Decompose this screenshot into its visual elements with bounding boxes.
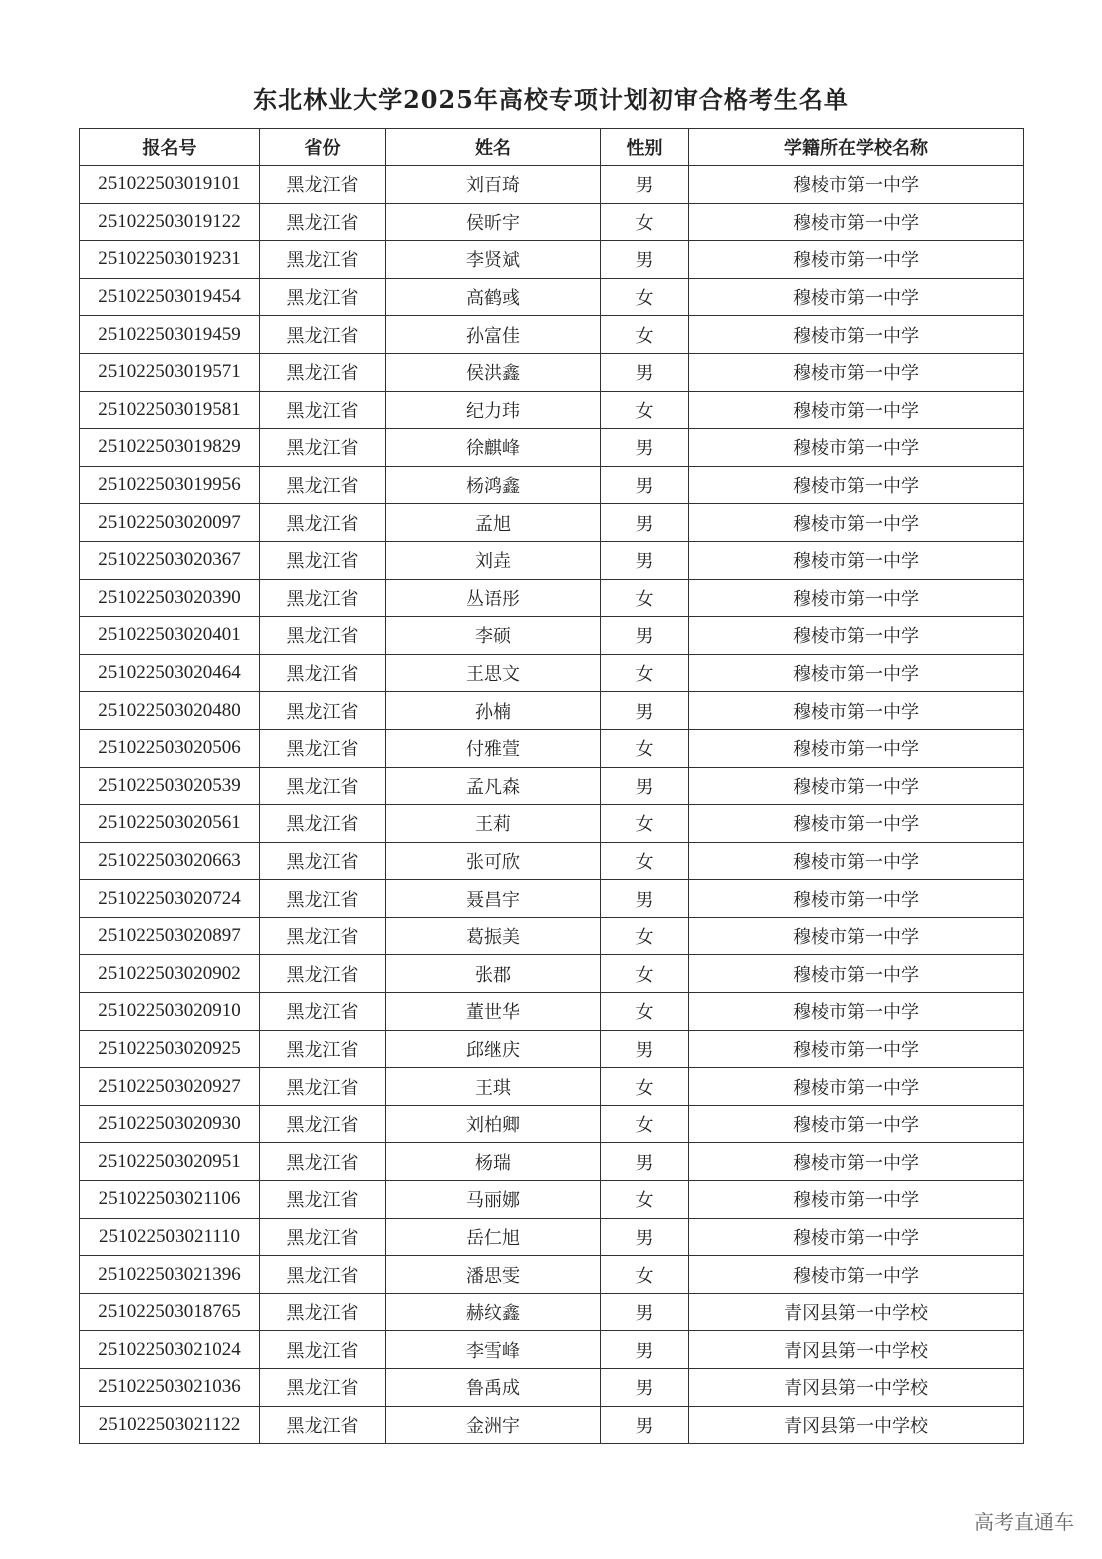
province-cell: 黑龙江省 xyxy=(260,1143,386,1181)
registration-number-cell: 251022503020925 xyxy=(80,1030,260,1068)
name-cell: 李雪峰 xyxy=(386,1331,601,1369)
province-cell: 黑龙江省 xyxy=(260,654,386,692)
gender-cell: 女 xyxy=(601,579,689,617)
gender-cell: 男 xyxy=(601,767,689,805)
watermark: 高考直通车 xyxy=(974,1510,1074,1534)
gender-cell: 男 xyxy=(601,1369,689,1407)
header-registration-number: 报名号 xyxy=(80,129,260,166)
registration-number-cell: 251022503019829 xyxy=(80,429,260,467)
province-cell: 黑龙江省 xyxy=(260,1181,386,1219)
province-cell: 黑龙江省 xyxy=(260,1030,386,1068)
gender-cell: 女 xyxy=(601,1105,689,1143)
province-cell: 黑龙江省 xyxy=(260,729,386,767)
school-cell: 穆棱市第一中学 xyxy=(689,805,1024,843)
gender-cell: 女 xyxy=(601,805,689,843)
registration-number-cell: 251022503019459 xyxy=(80,316,260,354)
table-row xyxy=(80,917,1024,955)
gender-cell: 女 xyxy=(601,278,689,316)
gender-cell: 男 xyxy=(601,166,689,204)
table-row xyxy=(80,1331,1024,1369)
gender-cell: 女 xyxy=(601,917,689,955)
registration-number-cell: 251022503020897 xyxy=(80,917,260,955)
registration-number-cell: 251022503021036 xyxy=(80,1369,260,1407)
name-cell: 杨鸿鑫 xyxy=(386,466,601,504)
gender-cell: 女 xyxy=(601,654,689,692)
name-cell: 张可欣 xyxy=(386,842,601,880)
registration-number-cell: 251022503021106 xyxy=(80,1181,260,1219)
school-cell: 穆棱市第一中学 xyxy=(689,1143,1024,1181)
school-cell: 穆棱市第一中学 xyxy=(689,767,1024,805)
name-cell: 王莉 xyxy=(386,805,601,843)
registration-number-cell: 251022503019581 xyxy=(80,391,260,429)
province-cell: 黑龙江省 xyxy=(260,1068,386,1106)
province-cell: 黑龙江省 xyxy=(260,1406,386,1444)
province-cell: 黑龙江省 xyxy=(260,692,386,730)
province-cell: 黑龙江省 xyxy=(260,993,386,1031)
name-cell: 孟旭 xyxy=(386,504,601,542)
gender-cell: 女 xyxy=(601,955,689,993)
table-row xyxy=(80,353,1024,391)
name-cell: 金洲宇 xyxy=(386,1406,601,1444)
registration-number-cell: 251022503020902 xyxy=(80,955,260,993)
school-cell: 穆棱市第一中学 xyxy=(689,278,1024,316)
table-row xyxy=(80,541,1024,579)
school-cell: 穆棱市第一中学 xyxy=(689,541,1024,579)
school-cell: 青冈县第一中学校 xyxy=(689,1293,1024,1331)
name-cell: 刘百琦 xyxy=(386,166,601,204)
gender-cell: 女 xyxy=(601,1181,689,1219)
school-cell: 穆棱市第一中学 xyxy=(689,917,1024,955)
table-row xyxy=(80,617,1024,655)
document-title: 东北林业大学2025年高校专项计划初审合格考生名单 xyxy=(253,85,849,114)
province-cell: 黑龙江省 xyxy=(260,316,386,354)
school-cell: 穆棱市第一中学 xyxy=(689,654,1024,692)
name-cell: 高鹤彧 xyxy=(386,278,601,316)
name-cell: 杨瑞 xyxy=(386,1143,601,1181)
name-cell: 鲁禹成 xyxy=(386,1369,601,1407)
name-cell: 付雅萱 xyxy=(386,729,601,767)
gender-cell: 男 xyxy=(601,353,689,391)
gender-cell: 女 xyxy=(601,729,689,767)
school-cell: 穆棱市第一中学 xyxy=(689,1030,1024,1068)
table-row xyxy=(80,1218,1024,1256)
gender-cell: 女 xyxy=(601,842,689,880)
province-cell: 黑龙江省 xyxy=(260,1256,386,1294)
school-cell: 穆棱市第一中学 xyxy=(689,955,1024,993)
table-row xyxy=(80,1369,1024,1407)
province-cell: 黑龙江省 xyxy=(260,955,386,993)
header-province: 省份 xyxy=(260,129,386,166)
table-row xyxy=(80,880,1024,918)
name-cell: 李贤斌 xyxy=(386,241,601,279)
school-cell: 穆棱市第一中学 xyxy=(689,316,1024,354)
gender-cell: 女 xyxy=(601,316,689,354)
gender-cell: 女 xyxy=(601,993,689,1031)
candidate-table xyxy=(79,128,1024,1444)
gender-cell: 男 xyxy=(601,429,689,467)
name-cell: 潘思雯 xyxy=(386,1256,601,1294)
registration-number-cell: 251022503019122 xyxy=(80,203,260,241)
school-cell: 穆棱市第一中学 xyxy=(689,692,1024,730)
school-cell: 青冈县第一中学校 xyxy=(689,1369,1024,1407)
gender-cell: 男 xyxy=(601,1030,689,1068)
registration-number-cell: 251022503019571 xyxy=(80,353,260,391)
school-cell: 穆棱市第一中学 xyxy=(689,1181,1024,1219)
name-cell: 李硕 xyxy=(386,617,601,655)
name-cell: 徐麒峰 xyxy=(386,429,601,467)
province-cell: 黑龙江省 xyxy=(260,767,386,805)
registration-number-cell: 251022503020724 xyxy=(80,880,260,918)
registration-number-cell: 251022503020930 xyxy=(80,1105,260,1143)
table-header-row xyxy=(80,129,1024,166)
table-row xyxy=(80,1256,1024,1294)
registration-number-cell: 251022503019454 xyxy=(80,278,260,316)
gender-cell: 男 xyxy=(601,1143,689,1181)
name-cell: 刘垚 xyxy=(386,541,601,579)
name-cell: 王思文 xyxy=(386,654,601,692)
province-cell: 黑龙江省 xyxy=(260,1105,386,1143)
registration-number-cell: 251022503019101 xyxy=(80,166,260,204)
school-cell: 穆棱市第一中学 xyxy=(689,880,1024,918)
province-cell: 黑龙江省 xyxy=(260,241,386,279)
table-row xyxy=(80,1068,1024,1106)
province-cell: 黑龙江省 xyxy=(260,1331,386,1369)
province-cell: 黑龙江省 xyxy=(260,278,386,316)
table-row xyxy=(80,241,1024,279)
registration-number-cell: 251022503020951 xyxy=(80,1143,260,1181)
registration-number-cell: 251022503020367 xyxy=(80,541,260,579)
school-cell: 穆棱市第一中学 xyxy=(689,353,1024,391)
header-school: 学籍所在学校名称 xyxy=(689,129,1024,166)
registration-number-cell: 251022503020401 xyxy=(80,617,260,655)
gender-cell: 男 xyxy=(601,504,689,542)
school-cell: 穆棱市第一中学 xyxy=(689,1068,1024,1106)
registration-number-cell: 251022503021396 xyxy=(80,1256,260,1294)
registration-number-cell: 251022503020464 xyxy=(80,654,260,692)
registration-number-cell: 251022503020910 xyxy=(80,993,260,1031)
name-cell: 岳仁旭 xyxy=(386,1218,601,1256)
gender-cell: 男 xyxy=(601,1218,689,1256)
table-row xyxy=(80,842,1024,880)
table-row xyxy=(80,1143,1024,1181)
name-cell: 侯昕宇 xyxy=(386,203,601,241)
name-cell: 董世华 xyxy=(386,993,601,1031)
school-cell: 穆棱市第一中学 xyxy=(689,993,1024,1031)
gender-cell: 女 xyxy=(601,1068,689,1106)
name-cell: 邱继庆 xyxy=(386,1030,601,1068)
name-cell: 赫纹鑫 xyxy=(386,1293,601,1331)
table-row xyxy=(80,1406,1024,1444)
name-cell: 丛语彤 xyxy=(386,579,601,617)
registration-number-cell: 251022503020390 xyxy=(80,579,260,617)
school-cell: 穆棱市第一中学 xyxy=(689,166,1024,204)
name-cell: 孙富佳 xyxy=(386,316,601,354)
registration-number-cell: 251022503020561 xyxy=(80,805,260,843)
name-cell: 聂昌宇 xyxy=(386,880,601,918)
province-cell: 黑龙江省 xyxy=(260,391,386,429)
school-cell: 穆棱市第一中学 xyxy=(689,1256,1024,1294)
registration-number-cell: 251022503018765 xyxy=(80,1293,260,1331)
school-cell: 穆棱市第一中学 xyxy=(689,579,1024,617)
province-cell: 黑龙江省 xyxy=(260,617,386,655)
school-cell: 穆棱市第一中学 xyxy=(689,1218,1024,1256)
province-cell: 黑龙江省 xyxy=(260,504,386,542)
table-row xyxy=(80,391,1024,429)
table-row xyxy=(80,316,1024,354)
gender-cell: 女 xyxy=(601,203,689,241)
gender-cell: 男 xyxy=(601,1331,689,1369)
school-cell: 穆棱市第一中学 xyxy=(689,617,1024,655)
table-row xyxy=(80,1181,1024,1219)
province-cell: 黑龙江省 xyxy=(260,842,386,880)
school-cell: 穆棱市第一中学 xyxy=(689,504,1024,542)
registration-number-cell: 251022503020663 xyxy=(80,842,260,880)
gender-cell: 男 xyxy=(601,880,689,918)
gender-cell: 男 xyxy=(601,1406,689,1444)
name-cell: 侯洪鑫 xyxy=(386,353,601,391)
table-row xyxy=(80,654,1024,692)
school-cell: 青冈县第一中学校 xyxy=(689,1331,1024,1369)
table-row xyxy=(80,1293,1024,1331)
province-cell: 黑龙江省 xyxy=(260,353,386,391)
table-row xyxy=(80,955,1024,993)
name-cell: 马丽娜 xyxy=(386,1181,601,1219)
name-cell: 张郡 xyxy=(386,955,601,993)
table-row xyxy=(80,729,1024,767)
province-cell: 黑龙江省 xyxy=(260,1293,386,1331)
registration-number-cell: 251022503020506 xyxy=(80,729,260,767)
table-row xyxy=(80,504,1024,542)
school-cell: 穆棱市第一中学 xyxy=(689,203,1024,241)
name-cell: 刘柏卿 xyxy=(386,1105,601,1143)
school-cell: 穆棱市第一中学 xyxy=(689,466,1024,504)
province-cell: 黑龙江省 xyxy=(260,466,386,504)
header-gender: 性别 xyxy=(601,129,689,166)
province-cell: 黑龙江省 xyxy=(260,917,386,955)
table-row xyxy=(80,166,1024,204)
table-row xyxy=(80,993,1024,1031)
table-row xyxy=(80,1105,1024,1143)
name-cell: 葛振美 xyxy=(386,917,601,955)
province-cell: 黑龙江省 xyxy=(260,166,386,204)
province-cell: 黑龙江省 xyxy=(260,805,386,843)
gender-cell: 女 xyxy=(601,1256,689,1294)
registration-number-cell: 251022503021024 xyxy=(80,1331,260,1369)
table-body xyxy=(80,166,1024,1444)
school-cell: 穆棱市第一中学 xyxy=(689,842,1024,880)
province-cell: 黑龙江省 xyxy=(260,880,386,918)
school-cell: 青冈县第一中学校 xyxy=(689,1406,1024,1444)
table-row xyxy=(80,429,1024,467)
table-row xyxy=(80,692,1024,730)
registration-number-cell: 251022503019956 xyxy=(80,466,260,504)
gender-cell: 男 xyxy=(601,241,689,279)
registration-number-cell: 251022503020539 xyxy=(80,767,260,805)
province-cell: 黑龙江省 xyxy=(260,429,386,467)
table-row xyxy=(80,466,1024,504)
gender-cell: 男 xyxy=(601,692,689,730)
province-cell: 黑龙江省 xyxy=(260,1369,386,1407)
province-cell: 黑龙江省 xyxy=(260,203,386,241)
gender-cell: 男 xyxy=(601,466,689,504)
gender-cell: 男 xyxy=(601,1293,689,1331)
name-cell: 纪力玮 xyxy=(386,391,601,429)
table-row xyxy=(80,767,1024,805)
table-row xyxy=(80,203,1024,241)
registration-number-cell: 251022503020097 xyxy=(80,504,260,542)
registration-number-cell: 251022503019231 xyxy=(80,241,260,279)
table-row xyxy=(80,805,1024,843)
school-cell: 穆棱市第一中学 xyxy=(689,1105,1024,1143)
school-cell: 穆棱市第一中学 xyxy=(689,391,1024,429)
table-row xyxy=(80,579,1024,617)
province-cell: 黑龙江省 xyxy=(260,579,386,617)
registration-number-cell: 251022503020480 xyxy=(80,692,260,730)
school-cell: 穆棱市第一中学 xyxy=(689,729,1024,767)
name-cell: 王琪 xyxy=(386,1068,601,1106)
province-cell: 黑龙江省 xyxy=(260,541,386,579)
registration-number-cell: 251022503021110 xyxy=(80,1218,260,1256)
registration-number-cell: 251022503021122 xyxy=(80,1406,260,1444)
school-cell: 穆棱市第一中学 xyxy=(689,429,1024,467)
province-cell: 黑龙江省 xyxy=(260,1218,386,1256)
gender-cell: 女 xyxy=(601,391,689,429)
registration-number-cell: 251022503020927 xyxy=(80,1068,260,1106)
table-row xyxy=(80,278,1024,316)
gender-cell: 男 xyxy=(601,541,689,579)
school-cell: 穆棱市第一中学 xyxy=(689,241,1024,279)
name-cell: 孟凡森 xyxy=(386,767,601,805)
gender-cell: 男 xyxy=(601,617,689,655)
name-cell: 孙楠 xyxy=(386,692,601,730)
header-name: 姓名 xyxy=(386,129,601,166)
table-row xyxy=(80,1030,1024,1068)
